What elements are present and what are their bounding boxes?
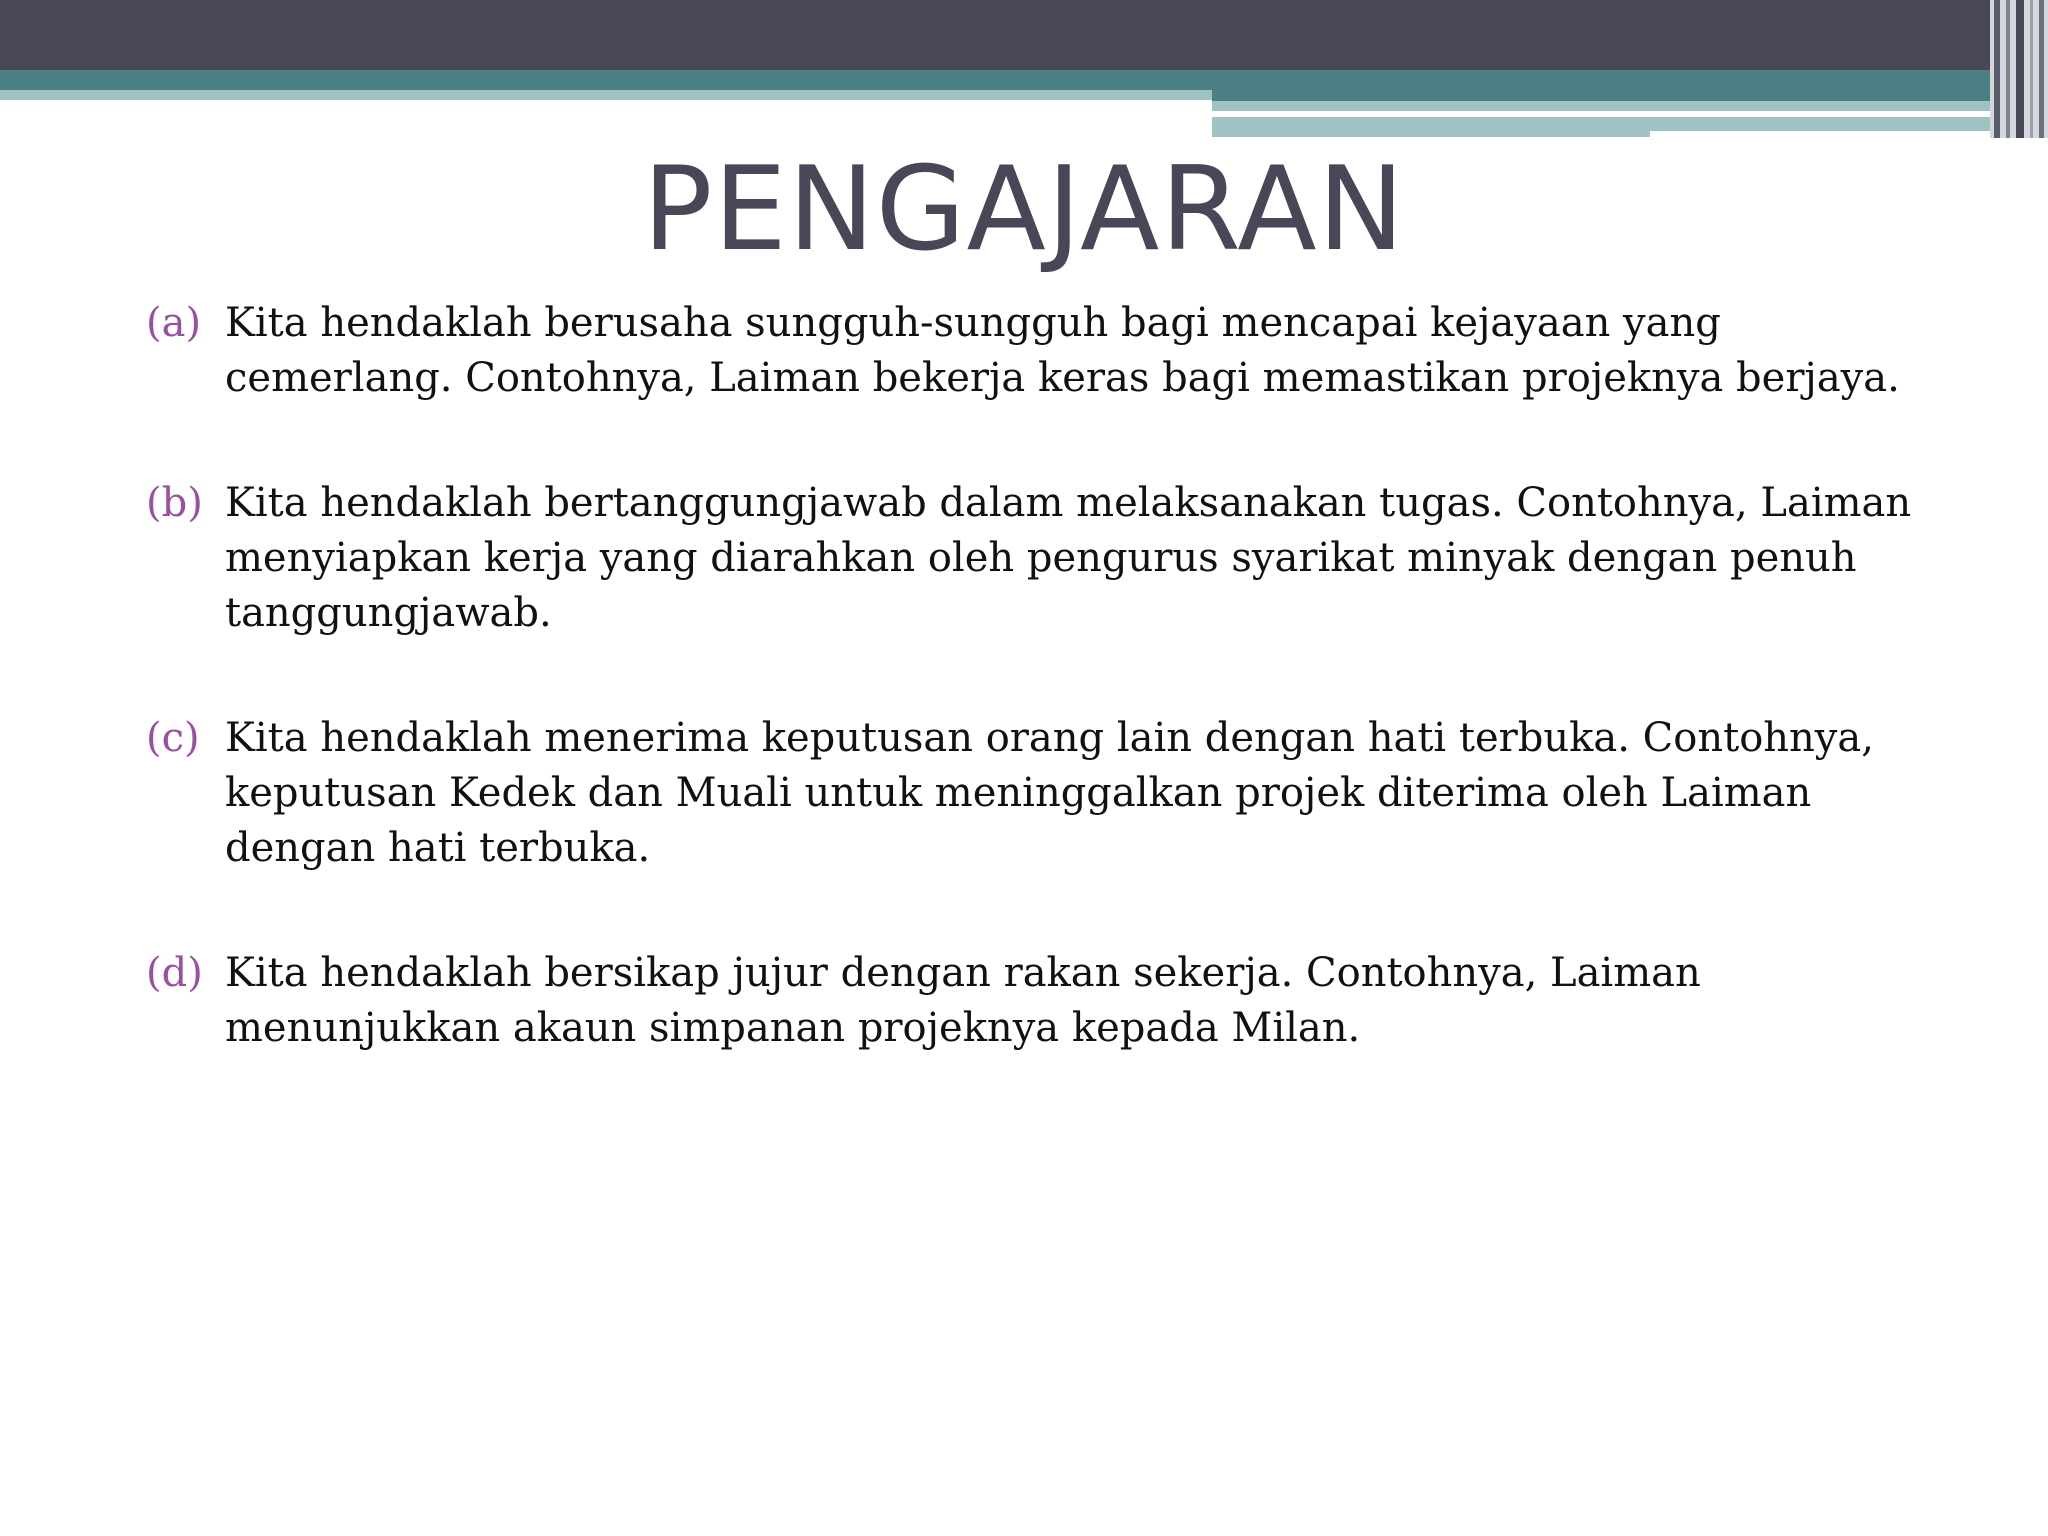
lesson-item-a: [146, 296, 1926, 406]
header-light-band-lower-right: [1650, 117, 1990, 131]
header-light-band-lower: [1212, 117, 1650, 137]
edge-stripe: [2016, 0, 2024, 138]
lesson-text: Kita hendaklah bersikap jujur dengan rakan sekerja. Contohnya, Laiman menunjukkan akaun simpanan projeknya kepada Milan.: [225, 950, 1701, 1051]
header-edge-stripes: [1990, 0, 2048, 138]
lesson-text: Kita hendaklah menerima keputusan orang lain dengan hati terbuka. Contohnya, keputusan Kedek dan Muali untuk meninggalkan projek diterima oleh Laiman dengan hati terbuka.: [225, 715, 1874, 871]
header-teal-band: [0, 70, 2048, 90]
edge-stripe: [2006, 0, 2010, 138]
header-dark-band: [0, 0, 2048, 70]
lesson-text: Kita hendaklah bertanggungjawab dalam melaksanakan tugas. Contohnya, Laiman menyiapkan kerja yang diarahkan oleh pengurus syarikat minyak dengan penuh tanggungjawab.: [225, 480, 1912, 636]
lesson-item-b: [146, 476, 1926, 641]
lesson-list: [146, 296, 1926, 1126]
header-light-band-right: [1212, 101, 1992, 111]
list-marker: (c): [146, 715, 200, 761]
slide-title: PENGAJARAN: [642, 142, 1406, 277]
lesson-text: Kita hendaklah berusaha sungguh-sungguh bagi mencapai kejayaan yang cemerlang. Contohnya, Laiman bekerja keras bagi memastikan projeknya berjaya.: [225, 300, 1900, 401]
edge-stripe: [1994, 0, 2000, 138]
edge-stripe: [2039, 0, 2044, 138]
header-teal-band-right: [1212, 90, 2048, 101]
lesson-item-d: [146, 946, 1926, 1056]
header-light-band-left: [0, 90, 1212, 100]
list-marker: (b): [146, 480, 203, 526]
edge-stripe: [2030, 0, 2033, 138]
lesson-item-c: [146, 711, 1926, 876]
list-marker: (a): [146, 300, 202, 346]
list-marker: (d): [146, 950, 203, 996]
